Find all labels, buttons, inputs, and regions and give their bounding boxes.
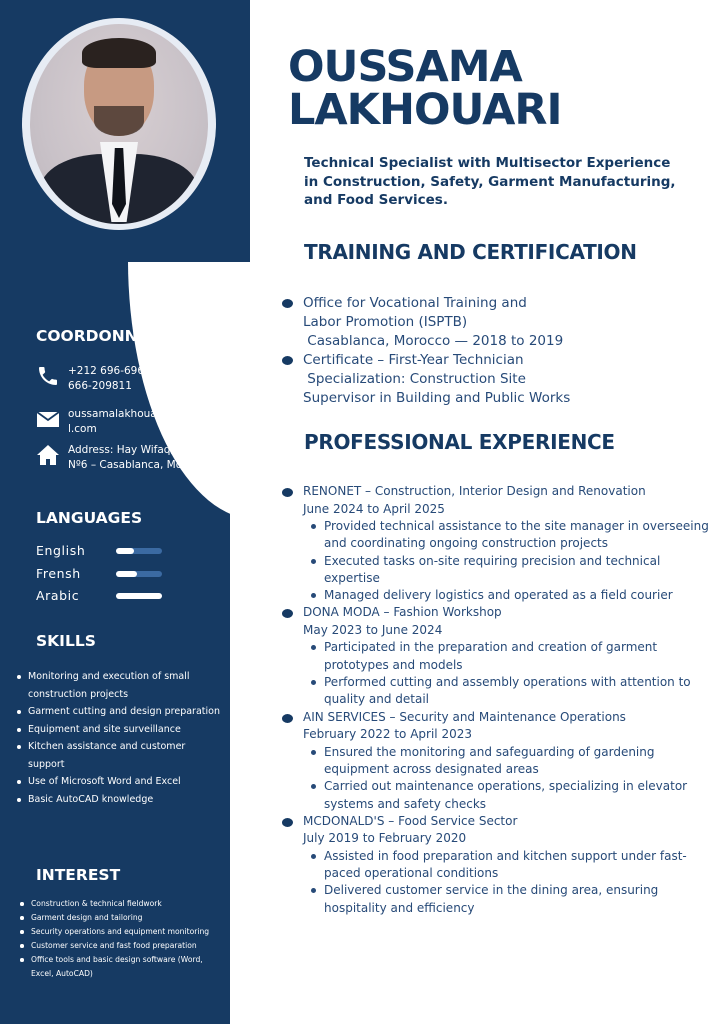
job-bullet: Executed tasks on-site requiring precision and technical expertise xyxy=(303,553,712,588)
skill-item: Basic AutoCAD knowledge xyxy=(14,791,220,809)
job-bullet: Performed cutting and assembly operations with attention to quality and detail xyxy=(303,674,712,709)
job-bullet: Ensured the monitoring and safeguarding of gardening equipment across designated areas xyxy=(303,744,712,779)
language-level-fill xyxy=(116,571,137,577)
envelope-icon xyxy=(36,407,60,431)
bullet-dot-icon xyxy=(282,609,293,618)
language-row xyxy=(36,588,226,604)
experience-list xyxy=(282,483,712,917)
skill-item: Use of Microsoft Word and Excel xyxy=(14,773,220,791)
language-level-bar xyxy=(116,593,162,599)
email-address[interactable]: oussamalakhouari088@gmail.com xyxy=(68,408,221,435)
sidebar-top-extension xyxy=(228,0,250,262)
skill-item: Garment cutting and design preparation xyxy=(14,703,220,721)
interest-section-title: INTEREST xyxy=(36,866,121,884)
interest-item: Customer service and fast food preparation xyxy=(18,939,218,953)
job-dates: February 2022 to April 2023 xyxy=(303,727,472,742)
job-bullet: Participated in the preparation and creation of garment prototypes and models xyxy=(303,639,712,674)
job-entry xyxy=(282,709,712,813)
job-company: AIN SERVICES – Security and Maintenance Operations xyxy=(303,709,626,724)
profile-photo xyxy=(30,24,208,224)
job-bullet: Delivered customer service in the dining area, ensuring hospitality and efficiency xyxy=(303,882,712,917)
skill-item: Kitchen assistance and customer support xyxy=(14,738,220,773)
bullet-dot-icon xyxy=(282,299,293,308)
language-name: Arabic xyxy=(36,588,80,603)
language-level-bar xyxy=(116,548,162,554)
home-icon xyxy=(36,443,60,467)
interest-item: Garment design and tailoring xyxy=(18,911,218,925)
interest-item: Security operations and equipment monitoring xyxy=(18,925,218,939)
language-row xyxy=(36,543,226,559)
languages-section-title: LANGUAGES xyxy=(36,509,143,527)
interest-item: Construction & technical fieldwork xyxy=(18,897,218,911)
job-dates: May 2023 to June 2024 xyxy=(303,622,443,637)
postal-address: Address: Hay Wifaq, Rue 106, Nº6 – Casablanca, Morocco xyxy=(68,444,224,471)
phone-number[interactable]: +212 696-696681 / +212 666-209811 xyxy=(68,365,204,392)
experience-section-title: PROFESSIONAL EXPERIENCE xyxy=(304,430,615,454)
training-item: Office for Vocational Training and Labor Promotion (ISPTB) Casablanca, Morocco — 2018 to 2019 xyxy=(282,294,602,351)
skills-list xyxy=(14,668,220,808)
interest-list xyxy=(18,897,218,981)
language-level-bar xyxy=(116,571,162,577)
phone-icon xyxy=(36,364,60,388)
job-entry xyxy=(282,604,712,708)
training-section-title: TRAINING AND CERTIFICATION xyxy=(304,240,637,264)
job-bullet: Provided technical assistance to the site manager in overseeing and coordinating ongoing construction projects xyxy=(303,518,712,553)
bullet-dot-icon xyxy=(282,714,293,723)
bullet-dot-icon xyxy=(282,356,293,365)
profile-photo-frame xyxy=(22,18,216,230)
language-name: English xyxy=(36,543,86,558)
language-level-fill xyxy=(116,593,162,599)
skills-section-title: SKILLS xyxy=(36,632,96,650)
training-item: Certificate – First-Year Technician Specialization: Construction Site Supervisor in Building and Public Works xyxy=(282,351,602,408)
contact-section-title: COORDONNÉES xyxy=(36,327,170,345)
job-entry xyxy=(282,483,712,604)
training-list xyxy=(282,294,602,408)
headline-tagline: Technical Specialist with Multisector Experience in Construction, Safety, Garment Manufacturing, and Food Services. xyxy=(304,155,676,208)
candidate-name xyxy=(288,42,562,135)
name-line-1: OUSSAMA xyxy=(288,42,522,92)
job-bullet: Managed delivery logistics and operated as a field courier xyxy=(303,587,712,604)
job-company: RENONET – Construction, Interior Design and Renovation xyxy=(303,484,646,498)
job-dates: July 2019 to February 2020 xyxy=(303,831,467,846)
job-dates: June 2024 to April 2025 xyxy=(303,501,445,516)
job-company: DONA MODA – Fashion Workshop xyxy=(303,605,502,620)
skill-item: Equipment and site surveillance xyxy=(14,721,220,739)
job-bullet: Carried out maintenance operations, specializing in elevator systems and safety checks xyxy=(303,778,712,813)
bullet-dot-icon xyxy=(282,488,293,497)
interest-item: Office tools and basic design software (Word, Excel, AutoCAD) xyxy=(18,953,218,981)
job-entry xyxy=(282,813,712,917)
skill-item: Monitoring and execution of small construction projects xyxy=(14,668,220,703)
language-level-fill xyxy=(116,548,134,554)
job-company: MCDONALD'S – Food Service Sector xyxy=(303,813,518,828)
bullet-dot-icon xyxy=(282,818,293,827)
job-bullet: Assisted in food preparation and kitchen support under fast-paced operational conditions xyxy=(303,848,712,883)
language-name: Frensh xyxy=(36,566,81,581)
language-row xyxy=(36,566,226,582)
name-line-2: LAKHOUARI xyxy=(288,85,562,135)
